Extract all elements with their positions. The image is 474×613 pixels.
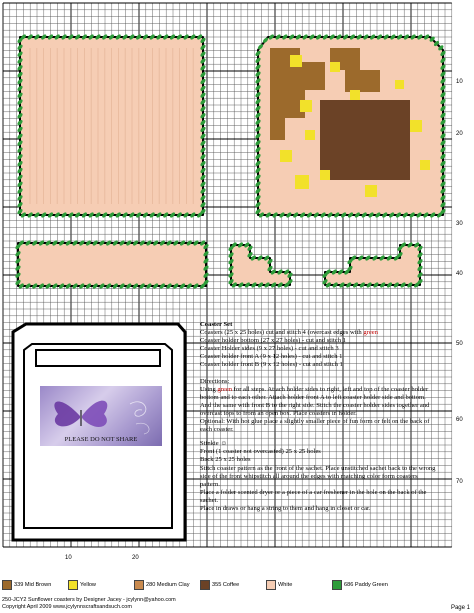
footer-line: 250-JCY2 Sunflower coasters by Designer Jacey - jcylynn@yahoo.com xyxy=(2,597,176,603)
ruler-label: 10 xyxy=(65,555,72,561)
stinkie-label: Stinkie ☺ xyxy=(200,440,228,448)
butterfly-photo xyxy=(40,386,162,446)
stinkie-line: Back 25 x 25 holes xyxy=(200,456,251,464)
ruler-label: 30 xyxy=(456,221,463,227)
color-legend xyxy=(0,580,474,594)
stinkie-line: Place in draws or hang a string to them and hang in closet or car. xyxy=(200,504,371,512)
stinkie-line: Stitch coaster pattern as the front of the sachet. Place unstitched sachet back to the wrong side of the front whipstitch all around the edges with matching color form coasters pattern. xyxy=(200,464,436,488)
highlight-text: green xyxy=(363,329,378,337)
legend-label: 355 Coffee xyxy=(212,582,240,588)
directions-label: Directions: xyxy=(200,377,230,385)
legend-label: White xyxy=(278,582,293,588)
petal-yellow xyxy=(280,150,292,162)
legend-swatch xyxy=(266,580,276,590)
footer-line: Copyright April 2009 www.jcylynnscraftsandsuch.com xyxy=(2,603,132,610)
directions-text xyxy=(200,386,436,418)
stinkie-line: Front (1 coaster not overcasted) 25 x 25 holes xyxy=(200,448,321,456)
instruction-line: Coaster holder front A (9 x 12 holes) - cut and stitch 1 xyxy=(200,353,343,361)
instruction-line: Coaster Holder sides (9 x 27 holes) - cut and stitch 3 xyxy=(200,345,339,353)
stinkie-line: Place a folder scented dryer or a piece of a car freshener in the hole on the back of the sachet. xyxy=(200,488,427,504)
optional-text: Optional: With hot glue place a slightly smaller piece of fun form or felt on the back of each coaster. xyxy=(200,418,430,434)
holder-bottom xyxy=(18,243,206,286)
legend-label: Yellow xyxy=(80,582,96,588)
petal-yellow xyxy=(290,55,302,67)
petal-yellow xyxy=(295,175,309,189)
holder-side-b xyxy=(325,245,420,285)
petal-yellow xyxy=(350,90,360,100)
ruler-label: 60 xyxy=(456,417,463,423)
ruler-label: 70 xyxy=(456,479,463,485)
legend-label: 280 Medium Clay xyxy=(146,582,190,588)
petal-yellow xyxy=(365,185,377,197)
petal-yellow xyxy=(410,120,422,132)
petal-yellow xyxy=(420,160,430,170)
highlight-text: green xyxy=(217,385,233,393)
instruction-text: Using xyxy=(200,385,218,393)
instruction-line: Coaster holder front B (9 x 12 holes) - cut and stitch 1 xyxy=(200,361,343,369)
footer xyxy=(2,597,176,610)
flower-center xyxy=(330,110,400,172)
legend-swatch xyxy=(134,580,144,590)
ruler-label: 50 xyxy=(456,341,463,347)
legend-label: 686 Paddy Green xyxy=(344,582,388,588)
legend-swatch xyxy=(2,580,12,590)
ruler-label: 20 xyxy=(132,555,139,561)
legend-swatch xyxy=(68,580,78,590)
instruction-text: for all steps. Attach holder sides to right, left and top of the coaster holder bottom and to each other. Attach holder front A to left coaster holder side and bottom. And the same with front B to the right side. Stitch the coaster holder sides together and overcast tops to from an open box. Place coasters in holder. xyxy=(200,385,430,417)
ruler-label: 20 xyxy=(456,131,463,137)
instruction-line xyxy=(200,329,436,337)
ruler-label: 40 xyxy=(456,271,463,277)
legend-label: 339 Mid Brown xyxy=(14,582,52,588)
petal-yellow xyxy=(300,100,312,112)
photo-caption: PLEASE DO NOT SHARE xyxy=(64,436,138,443)
holder-side-a xyxy=(231,245,290,285)
instructions-panel xyxy=(200,321,436,513)
legend-swatch xyxy=(332,580,342,590)
petal-yellow xyxy=(305,130,315,140)
instruction-line: Coaster holder bottom (27 x 27 holes) - cut and stitch 1 xyxy=(200,337,346,345)
instructions-title: Coaster Set xyxy=(200,321,233,328)
petal-yellow xyxy=(320,170,330,180)
page-number: Page 1 xyxy=(450,605,470,611)
ruler-label: 10 xyxy=(456,79,463,85)
instruction-text: Coasters (25 x 25 holes) cut and stitch 4 (overcast edges with xyxy=(200,329,364,337)
legend-swatch xyxy=(200,580,210,590)
holder-front-window xyxy=(36,350,160,366)
petal-yellow xyxy=(395,80,404,89)
petal-yellow xyxy=(330,62,340,72)
